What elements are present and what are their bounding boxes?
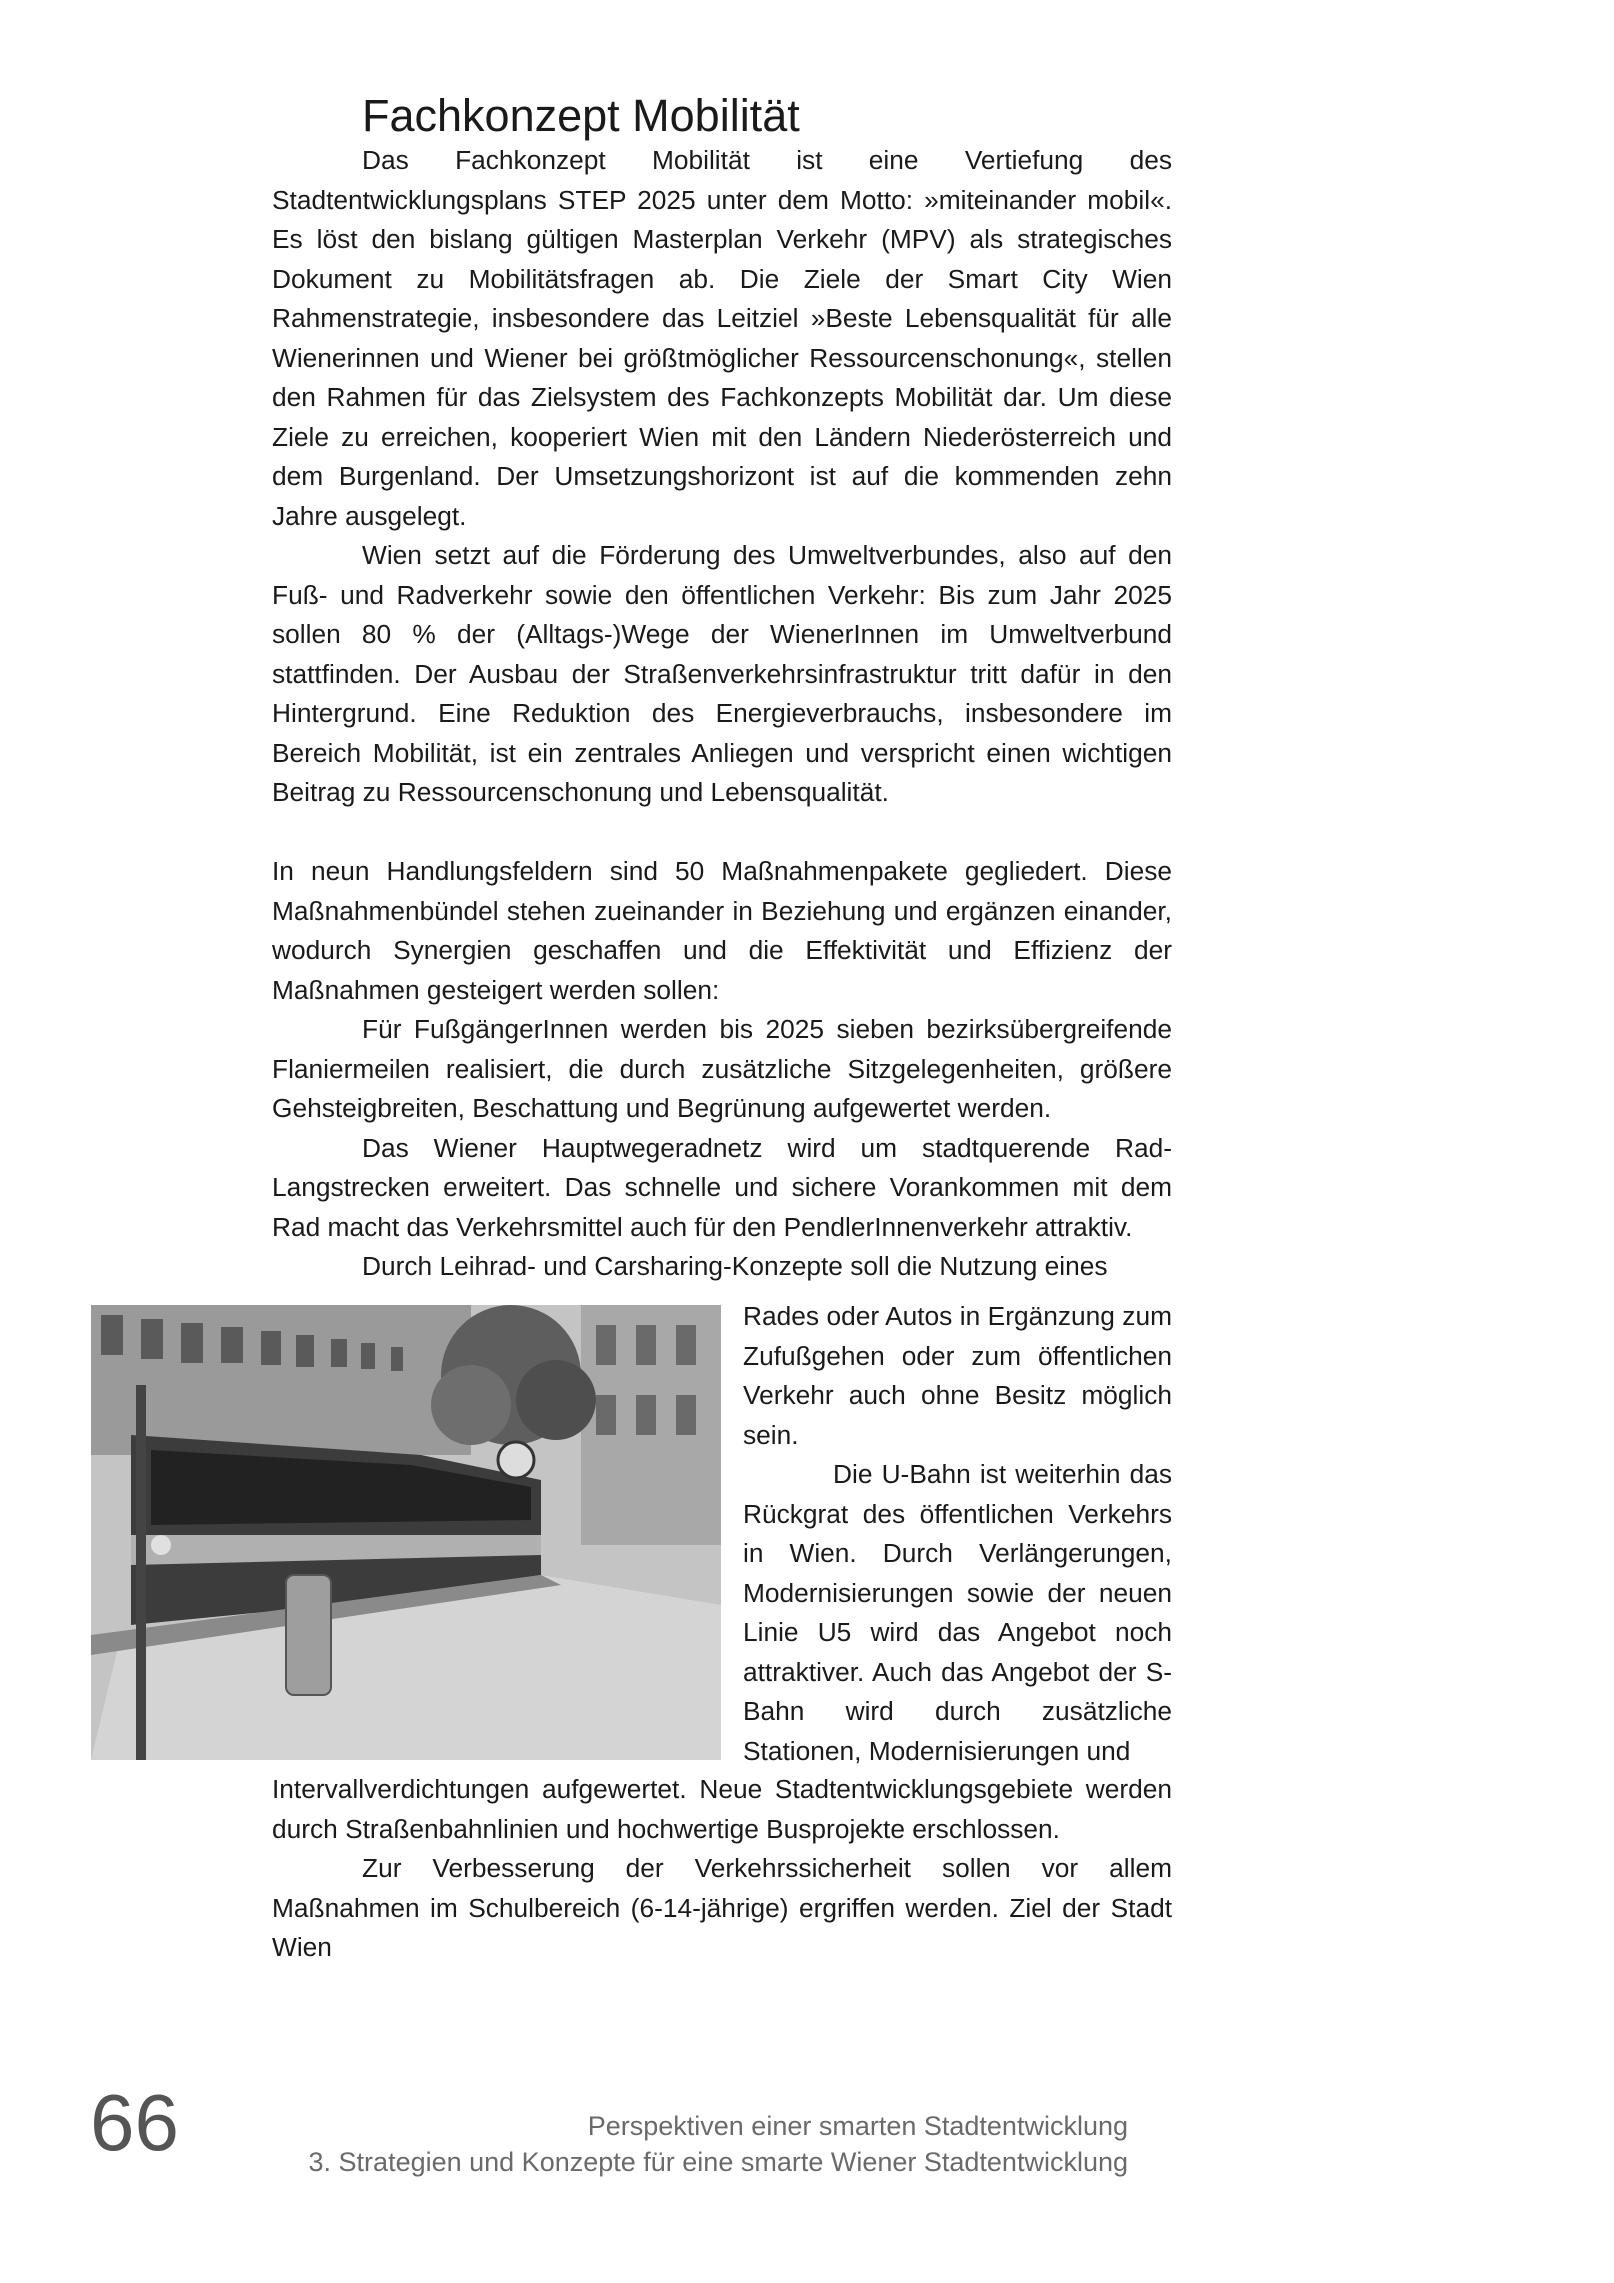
page-title: Fachkonzept Mobilität (362, 90, 800, 141)
body-text-lower (272, 1770, 1172, 1968)
paragraph-ubahn: Die U-Bahn ist weiterhin das Rückgrat des öffentlichen Verkehrs in Wien. Durch Verlängerungen, Modernisierungen sowie der neuen Linie U5 wird das Angebot noch attraktiver. Auch das Angebot der S-Bahn wird durch zusätzliche Stationen, Modernisierungen und (743, 1459, 1172, 1766)
footer-line-1: Perspektiven einer smarten Stadtentwicklung (587, 2111, 1128, 2141)
paragraph-fachkonzept-intro: Das Fachkonzept Mobilität ist eine Vertiefung des Stadtentwicklungsplans STEP 2025 unter dem Motto: »miteinander mobil«. Es löst den bislang gültigen Masterplan Verkehr (MPV) als strategisches Dokument zu Mobilitätsfragen ab. Die Ziele der Smart City Wien Rahmenstrategie, insbesondere das Leitziel »Beste Lebensqualität für alle Wienerinnen und Wiener bei größtmöglicher Ressourcenschonung«, stellen den Rahmen für das Zielsystem des Fachkonzepts Mobilität dar. Um diese Ziele zu erreichen, kooperiert Wien mit den Ländern Niederösterreich und dem Burgenland. Der Umsetzungshorizont ist auf die kommenden zehn Jahre ausgelegt. (272, 145, 1172, 531)
page-number: 66 (90, 2078, 179, 2167)
paragraph-carsharing-rest: Rades oder Autos in Ergänzung zum Zufußgehen oder zum öffentlichen Verkehr auch ohne Besitz möglich sein. (743, 1301, 1172, 1450)
body-text-beside-photo (743, 1297, 1172, 1771)
paragraph-umweltverbund: Wien setzt auf die Förderung des Umweltverbundes, also auf den Fuß- und Radverkehr sowie den öffentlichen Verkehr: Bis zum Jahr 2025 sollen 80 % der (Alltags-)Wege der WienerInnen im Umweltverbund stattfinden. Der Ausbau der Straßenverkehrsinfrastruktur tritt dafür in den Hintergrund. Eine Reduktion des Energieverbrauchs, insbesondere im Bereich Mobilität, ist ein zentrales Anliegen und verspricht einen wichtigen Beitrag zu Ressourcenschonung und Lebensqualität. (272, 540, 1172, 807)
paragraph-handlungsfelder: In neun Handlungsfeldern sind 50 Maßnahmenpakete gegliedert. Diese Maßnahmenbündel stehen zueinander in Beziehung und ergänzen einander, wodurch Synergien geschaffen und die Effektivität und Effizienz der Maßnahmen gesteigert werden sollen: (272, 856, 1172, 1005)
paragraph-verkehrssicherheit: Zur Verbesserung der Verkehrssicherheit sollen vor allem Maßnahmen im Schulbereich (6-14-jährige) ergriffen werden. Ziel der Stadt Wien (272, 1853, 1172, 1962)
body-text-upper (272, 141, 1172, 1287)
running-footer (309, 2108, 1128, 2180)
paragraph-carsharing-start: Durch Leihrad- und Carsharing-Konzepte soll die Nutzung eines (362, 1251, 1108, 1281)
footer-line-2: 3. Strategien und Konzepte für eine smarte Wiener Stadtentwicklung (308, 2147, 1128, 2177)
paragraph-fussgaenger: Für FußgängerInnen werden bis 2025 sieben bezirksübergreifende Flaniermeilen realisiert, die durch zusätzliche Sitzgelegenheiten, größere Gehsteigbreiten, Beschattung und Begrünung aufgewertet werden. (272, 1014, 1172, 1123)
paragraph-radverkehr: Das Wiener Hauptwegeradnetz wird um stadtquerende Rad-Langstrecken erweitert. Das schnelle und sichere Vorankommen mit dem Rad macht das Verkehrsmittel auch für den PendlerInnenverkehr attraktiv. (272, 1132, 1172, 1242)
tram-photo (91, 1305, 721, 1760)
paragraph-ubahn-rest: Intervallverdichtungen aufgewertet. Neue Stadtentwicklungsgebiete werden durch Straßenbahnlinien und hochwertige Busprojekte erschlossen. (272, 1774, 1172, 1844)
